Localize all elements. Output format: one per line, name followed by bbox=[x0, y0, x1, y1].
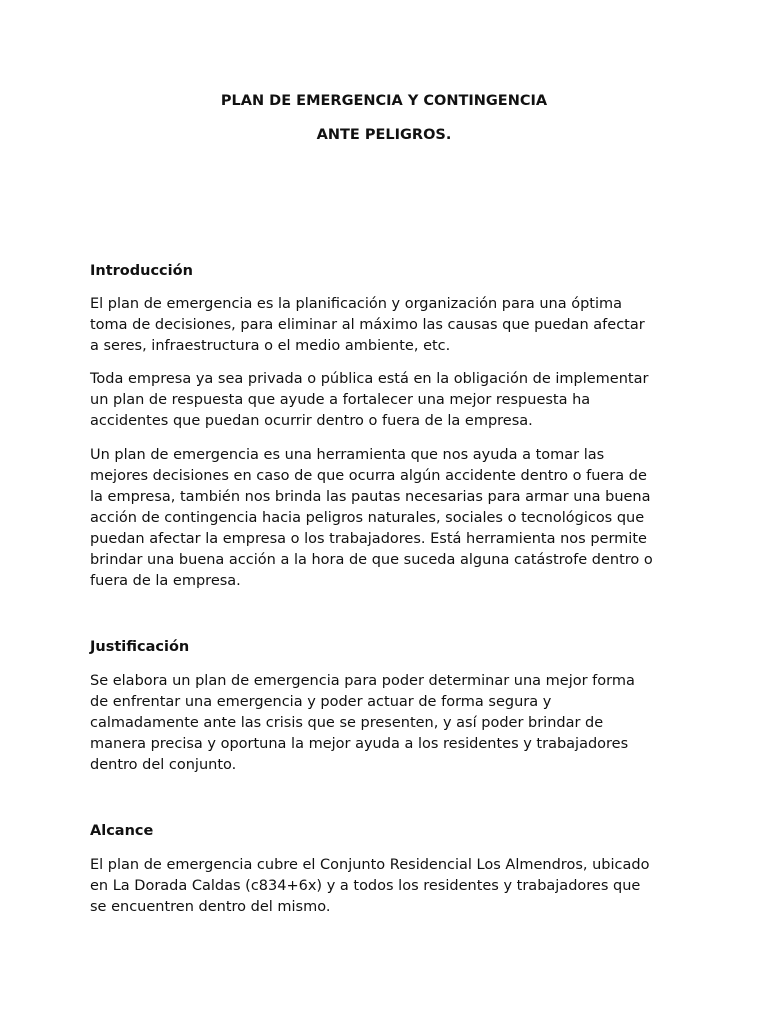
alcance-paragraph: El plan de emergencia cubre el Conjunto Residencial Los Almendros, ubicado en La Dorada Caldas (c834+6x) y a todos los residentes y trabajadores que se encuentren dentro del mismo. bbox=[90, 857, 650, 915]
intro-paragraph-3: Un plan de emergencia es una herramienta que nos ayuda a tomar las mejores decisiones en caso de que ocurra algún accidente dentro o fuera de la empresa, también nos brinda las pautas necesarias para armar una buena acción de contingencia hacia peligros naturales, sociales o tecnológicos que puedan afectar la empresa o los trabajadores. Está herramienta nos permite brindar una buena acción a la hora de que suceda alguna catástrofe dentro o fuera de la empresa. bbox=[90, 447, 653, 589]
section-heading-alcance: Alcance bbox=[90, 823, 154, 839]
justificacion-paragraph: Se elabora un plan de emergencia para poder determinar una mejor forma de enfrentar una emergencia y poder actuar de forma segura y calmadamente ante las crisis que se presenten, y así poder brindar de manera precisa y oportuna la mejor ayuda a los residentes y trabajadores dentro del conjunto. bbox=[90, 673, 635, 773]
intro-paragraph-1: El plan de emergencia es la planificación y organización para una óptima toma de decisiones, para eliminar al máximo las causas que puedan afectar a seres, infraestructura o el medio ambiente, etc. bbox=[90, 296, 645, 354]
document-title: PLAN DE EMERGENCIA Y CONTINGENCIA bbox=[220, 93, 548, 109]
intro-paragraph-2: Toda empresa ya sea privada o pública está en la obligación de implementar un plan de respuesta que ayude a fortalecer una mejor respuesta ha accidentes que puedan ocurrir dentro o fuera de la empresa. bbox=[90, 371, 649, 429]
document-subtitle: ANTE PELIGROS. bbox=[316, 127, 452, 143]
section-heading-introduccion: Introducción bbox=[90, 263, 193, 279]
section-heading-justificacion: Justificación bbox=[90, 639, 190, 655]
